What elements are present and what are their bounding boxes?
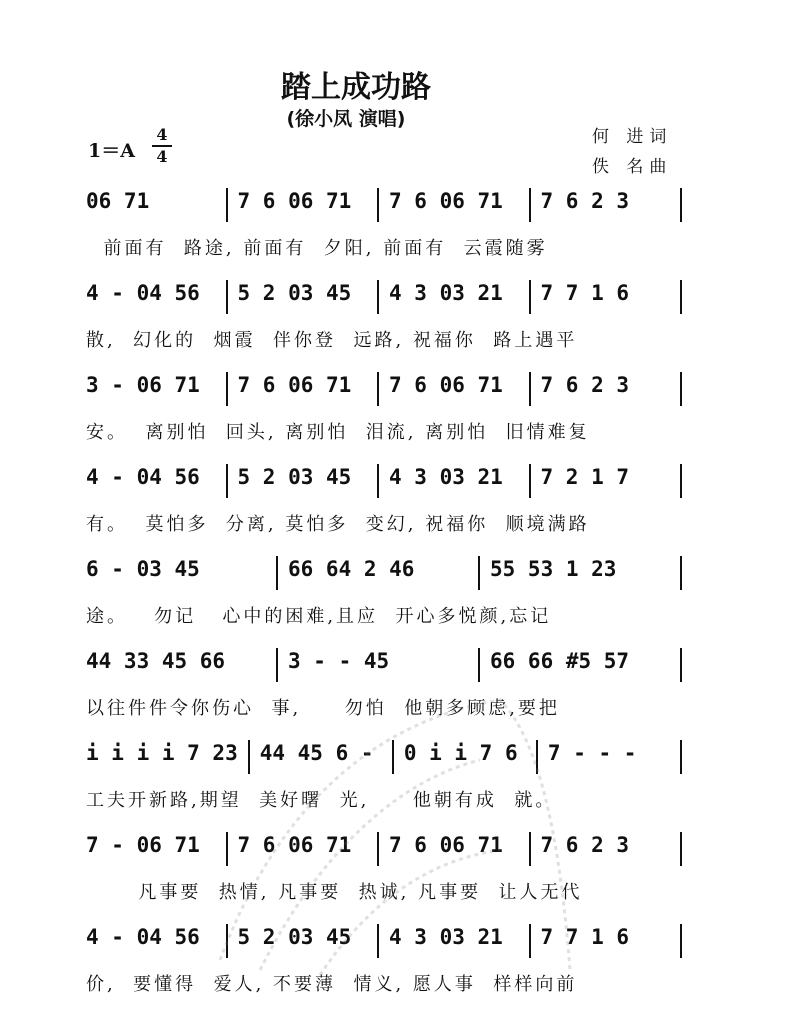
bar-line [226,464,228,498]
notation-line [86,924,682,964]
measure: 7 6 2 3 [540,373,630,397]
bar-line [680,740,682,774]
measure: 7 7 1 6 [540,281,630,305]
bar-line [392,740,394,774]
measure: 44 33 45 66 [86,649,226,673]
bar-line [680,188,682,222]
time-signature-top: 4 [156,125,168,144]
time-signature [150,126,174,166]
lyricist-credit: 何 进词 [592,127,673,147]
bar-line [680,464,682,498]
bar-line [529,924,531,958]
lyric-line: 工夫开新路,期望 美好曙 光, 他朝有成 就。 [86,790,557,811]
measure: 7 - 06 71 [86,833,200,857]
notation-line [86,188,682,228]
song-title: 踏上成功路 [281,70,431,105]
measure: 7 6 2 3 [540,189,630,213]
bar-line [478,648,480,682]
lyric-line: 途。 勿记 心中的困难,且应 开心多悦颜,忘记 [86,606,552,627]
bar-line [529,188,531,222]
measure: 7 6 2 3 [540,833,630,857]
measure: 66 64 2 46 [288,557,415,581]
score-row [86,372,682,464]
score-row [86,280,682,372]
bar-line [226,832,228,866]
score-row [86,464,682,556]
measure: 7 - - - [547,741,637,765]
lyric-line: 以往件件令你伤心 事, 勿怕 他朝多顾虑,要把 [86,698,560,719]
score-row [86,924,682,1016]
bar-line [377,280,379,314]
measure: 7 6 06 71 [237,189,352,213]
measure: 4 3 03 21 [389,925,503,949]
notation-line [86,648,682,688]
lyric-line: 散, 幻化的 烟霞 伴你登 远路, 祝福你 路上遇平 [86,330,578,351]
measure: 4 - 04 56 [86,281,200,305]
measure: i i i i 7 23 [86,741,238,765]
time-signature-bottom: 4 [156,147,168,166]
bar-line [680,648,682,682]
bar-line [478,556,480,590]
measure: 7 6 06 71 [237,373,352,397]
score-row [86,740,682,832]
bar-line [529,280,531,314]
measure: 0 i i 7 6 [403,741,518,765]
key-signature: 1＝A [88,140,135,162]
measure: 3 - 06 71 [86,373,200,397]
measure: 7 6 06 71 [389,373,503,397]
measure: 7 6 06 71 [237,833,352,857]
measure: 4 - 04 56 [86,925,200,949]
lyric-line: 价, 要懂得 爱人, 不要薄 情义, 愿人事 样样向前 [86,974,578,995]
score-row [86,188,682,280]
bar-line [529,832,531,866]
notation-line [86,372,682,412]
bar-line [377,188,379,222]
notation-line [86,280,682,320]
composer-credit: 佚 名曲 [592,157,673,177]
lyric-line: 前面有 路途, 前面有 夕阳, 前面有 云霞随雾 [86,238,548,259]
bar-line [226,372,228,406]
bar-line [680,556,682,590]
measure: 4 3 03 21 [389,281,503,305]
bar-line [276,556,278,590]
bar-line [226,924,228,958]
bar-line [529,464,531,498]
lyric-line: 安。 离别怕 回头, 离别怕 泪流, 离别怕 旧情难复 [86,422,590,443]
measure: 4 3 03 21 [389,465,503,489]
notation-line [86,464,682,504]
bar-line [226,280,228,314]
bar-line [377,464,379,498]
measure: 44 45 6 - [259,741,374,765]
bar-line [377,832,379,866]
score-row [86,832,682,924]
measure: 4 - 04 56 [86,465,200,489]
bar-line [680,280,682,314]
measure: 66 66 #5 57 [490,649,630,673]
lyric-line: 有。 莫怕多 分离, 莫怕多 变幻, 祝福你 顺境满路 [86,514,590,535]
bar-line [680,832,682,866]
score-row [86,648,682,740]
singer-credit: (徐小凤 演唱) [286,108,406,130]
bar-line [680,924,682,958]
measure: 7 6 06 71 [389,189,503,213]
measure: 5 2 03 45 [237,281,352,305]
measure: 7 2 1 7 [540,465,630,489]
bar-line [377,924,379,958]
bar-line [248,740,250,774]
measure: 06 71 [86,189,150,213]
measure: 5 2 03 45 [237,465,352,489]
measure: 6 - 03 45 [86,557,200,581]
bar-line [276,648,278,682]
measure: 5 2 03 45 [237,925,352,949]
notation-line [86,832,682,872]
bar-line [226,188,228,222]
bar-line [377,372,379,406]
lyric-line: 凡事要 热情, 凡事要 热诚, 凡事要 让人无代 [86,882,583,903]
notation-line [86,556,682,596]
measure: 55 53 1 23 [490,557,617,581]
bar-line [680,372,682,406]
bar-line [536,740,538,774]
measure: 7 6 06 71 [389,833,503,857]
score-row [86,556,682,648]
measure: 7 7 1 6 [540,925,630,949]
bar-line [529,372,531,406]
notation-line [86,740,682,780]
measure: 3 - - 45 [288,649,390,673]
